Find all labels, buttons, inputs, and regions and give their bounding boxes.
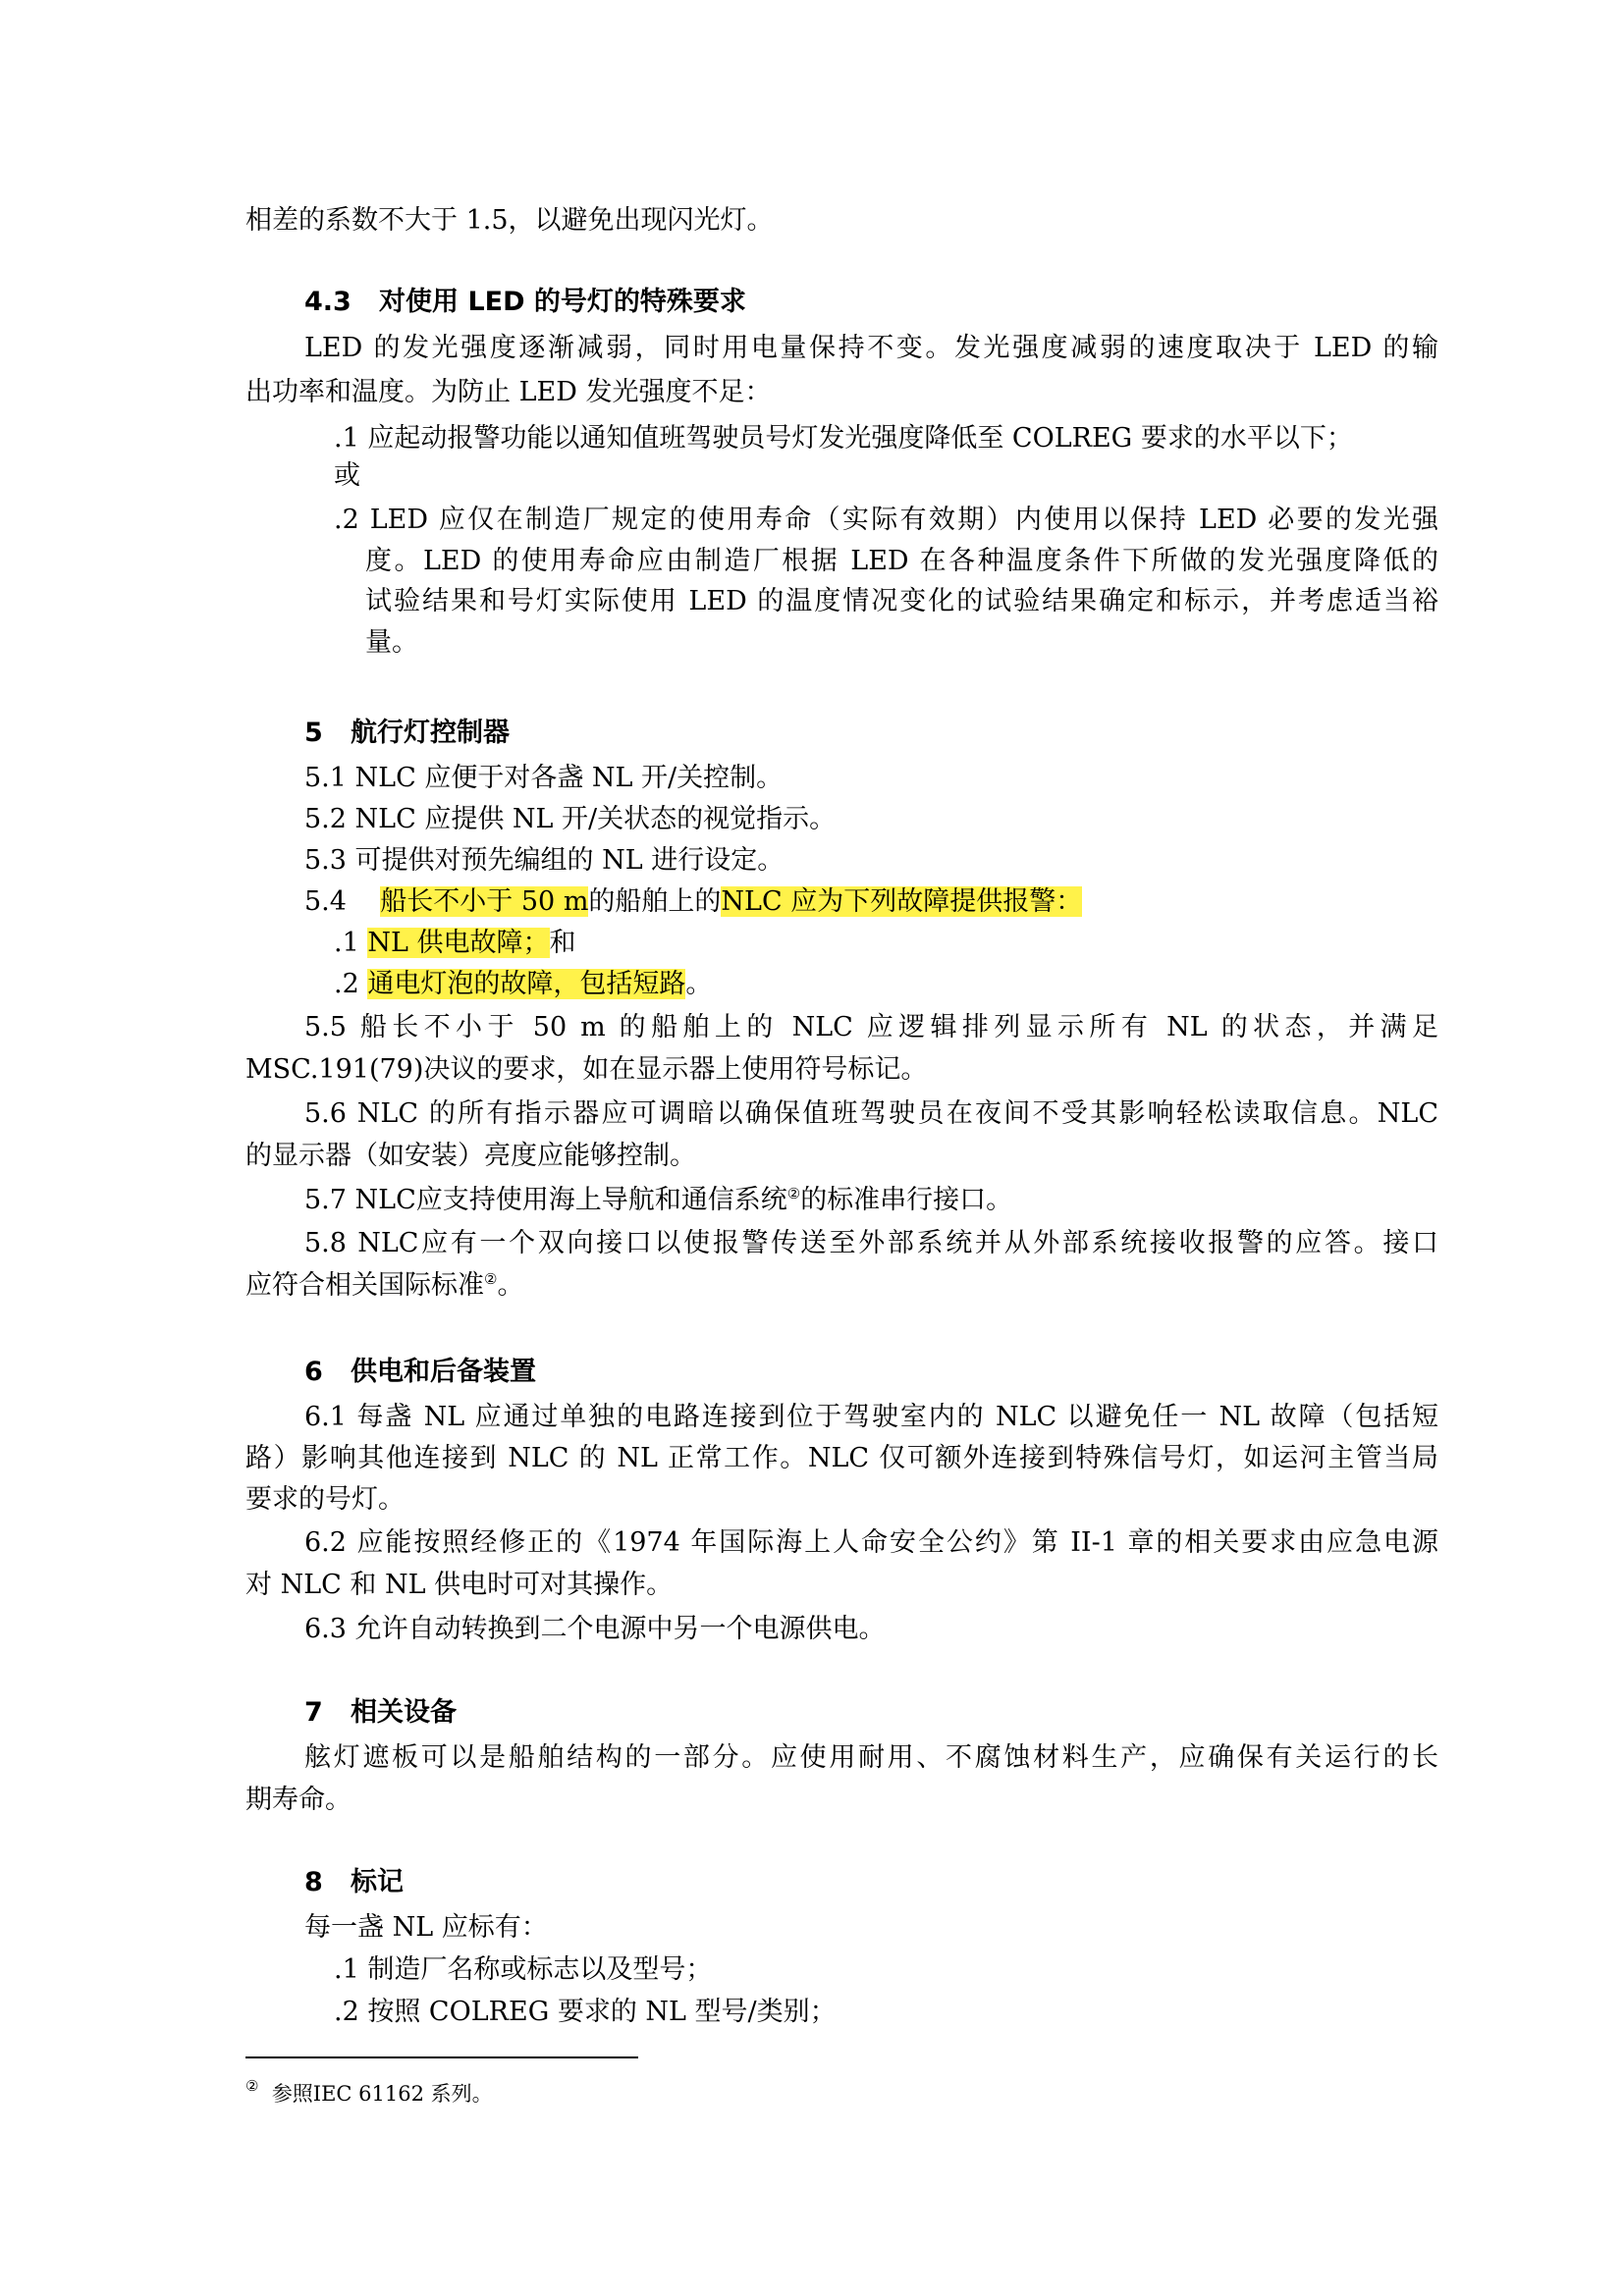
continuation-line: 相差的系数不大于 1.5，以避免出现闪光灯。 [245,205,774,236]
clause-5-4-item-1 [334,924,576,963]
clause-text: 的标准串行接口。 [800,1185,1013,1215]
clause-5-5-continued: MSC.191(79)决议的要求，如在显示器上使用符号标记。 [245,1054,928,1085]
heading-5 [304,714,510,753]
highlight: 通电灯泡的故障，包括短路 [367,969,686,999]
heading-number: 6 [304,1357,323,1387]
footnote-ref: ② [484,1270,498,1288]
clause-5-2: 5.2 NLC 应提供 NL 开/关状态的视觉指示。 [304,804,837,834]
heading-number: 7 [304,1697,323,1728]
clause-5-1: 5.1 NLC 应便于对各盏 NL 开/关控制。 [304,763,784,793]
heading-number: 4.3 [304,287,352,317]
list-item: .2 LED 应仅在制造厂规定的使用寿命（实际有效期）内使用以保持 LED 必要的发光强 [334,505,1438,535]
clause-6-2: 6.2 应能按照经修正的《1974 年国际海上人命安全公约》第 II-1 章的相关要求由应急电源 [304,1527,1438,1558]
heading-8 [304,1863,404,1902]
clause-5-4-item-2 [334,965,712,1004]
heading-title: 对使用 LED 的号灯的特殊要求 [379,287,746,317]
clause-5-4 [304,882,1082,922]
item-text: 。 [685,969,713,999]
list-item-continued: 量。 [365,627,418,658]
footnote-ref: ② [786,1185,801,1202]
list-item: .1 应起动报警功能以通知值班驾驶员号灯发光强度降低至 COLREG 要求的水平以下； [334,423,1353,454]
heading-title: 相关设备 [351,1697,457,1728]
footnote-separator [245,2056,638,2058]
section-8-item-2: .2 按照 COLREG 要求的 NL 型号/类别； [334,1997,837,2027]
paragraph-line: 出功率和温度。为防止 LED 发光强度不足： [245,377,772,407]
clause-6-3: 6.3 允许自动转换到二个电源中另一个电源供电。 [304,1614,886,1644]
heading-number: 8 [304,1867,323,1897]
section-8-item-1: .1 制造厂名称或标志以及型号； [334,1954,713,1985]
clause-number: 5.4 [304,886,347,917]
clause-text: 。 [497,1270,524,1301]
item-number: .2 [334,969,359,999]
clause-6-2-continued: 对 NLC 和 NL 供电时可对其操作。 [245,1570,674,1600]
clause-6-1-continued: 路）影响其他连接到 NLC 的 NL 正常工作。NLC 仅可额外连接到特殊信号灯，如运河主管当局 [245,1443,1438,1473]
clause-text: 5.7 NLC应支持使用海上导航和通信系统 [304,1185,787,1215]
heading-7 [304,1693,457,1733]
footnote-mark: ② [245,2077,259,2095]
clause-5-5: 5.5 船长不小于 50 m 的船舶上的 NLC 应逻辑排列显示所有 NL 的状态，并满足 [304,1012,1438,1042]
footnote-text: 参照IEC 61162 系列。 [271,2082,493,2106]
highlight: NLC 应为下列故障提供报警： [721,886,1083,917]
clause-text: 应符合相关国际标准 [245,1270,484,1301]
clause-5-8-continued [245,1266,523,1306]
footnote [245,2079,493,2109]
heading-number: 5 [304,718,323,748]
list-item-continued: 试验结果和号灯实际使用 LED 的温度情况变化的试验结果确定和标示，并考虑适当裕 [365,586,1438,616]
item-number: .1 [334,928,359,958]
heading-6 [304,1353,536,1392]
heading-title: 供电和后备装置 [351,1357,536,1387]
clause-5-3: 5.3 可提供对预先编组的 NL 进行设定。 [304,845,785,876]
clause-6-1: 6.1 每盏 NL 应通过单独的电路连接到位于驾驶室内的 NLC 以避免任一 NL 故障（包括短 [304,1402,1438,1432]
list-item-continued: 度。LED 的使用寿命应由制造厂根据 LED 在各种温度条件下所做的发光强度降低的 [365,546,1438,576]
paragraph-line: LED 的发光强度逐渐减弱，同时用电量保持不变。发光强度减弱的速度取决于 LED 的输 [304,333,1438,363]
section-7-paragraph-continued: 期寿命。 [245,1785,352,1815]
section-8-intro: 每一盏 NL 应标有： [304,1912,548,1943]
clause-5-7 [304,1181,1012,1220]
clause-5-8: 5.8 NLC应有一个双向接口以使报警传送至外部系统并从外部系统接收报警的应答。接口 [304,1228,1438,1258]
clause-5-6-continued: 的显示器（如安装）亮度应能够控制。 [245,1141,696,1171]
clause-6-1-continued: 要求的号灯。 [245,1484,405,1515]
heading-title: 标记 [351,1867,404,1897]
section-7-paragraph: 舷灯遮板可以是船舶结构的一部分。应使用耐用、不腐蚀材料生产，应确保有关运行的长 [304,1742,1438,1773]
clause-text: 的船舶上的 [588,886,722,917]
item-text: 和 [549,928,576,958]
list-item-continued: 或 [334,460,360,491]
highlight: 船长不小于 50 m [380,886,589,917]
heading-title: 航行灯控制器 [351,718,510,748]
clause-5-6: 5.6 NLC 的所有指示器应可调暗以确保值班驾驶员在夜间不受其影响轻松读取信息。NLC [304,1098,1438,1129]
highlight: NL 供电故障； [367,928,550,958]
heading-4-3 [304,283,746,322]
